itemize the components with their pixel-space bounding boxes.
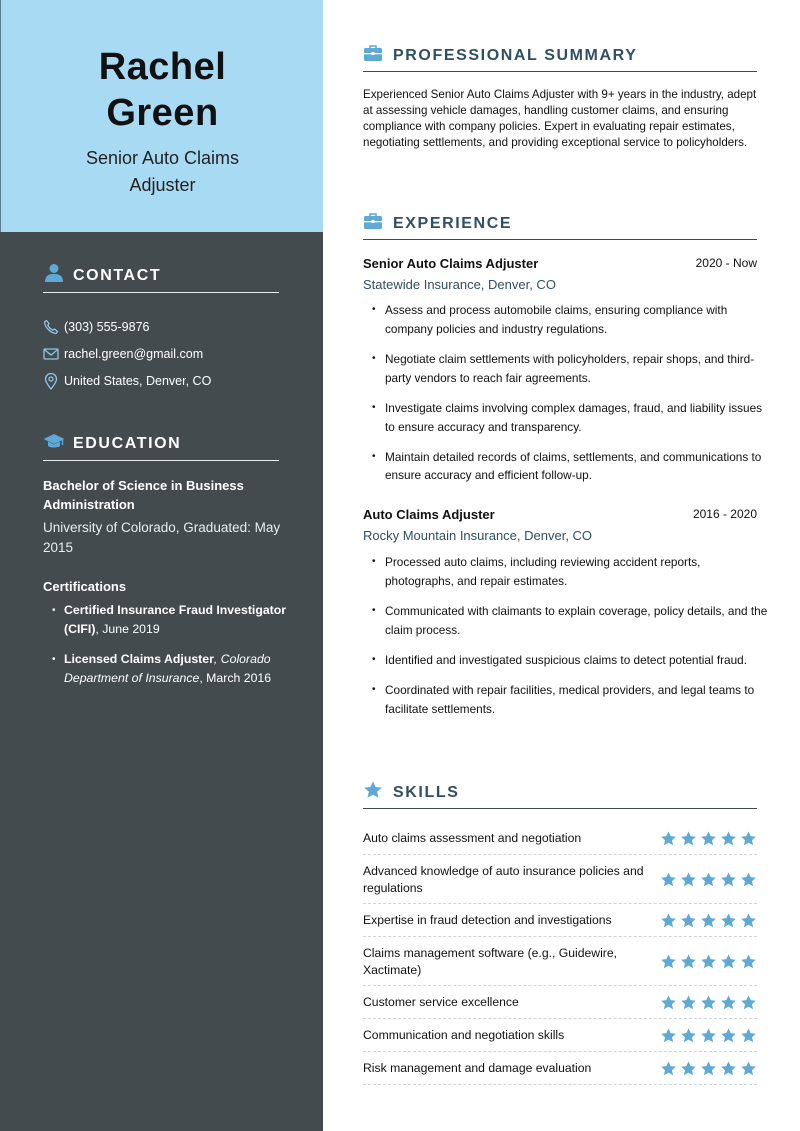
- experience-title: EXPERIENCE: [393, 215, 513, 232]
- skill-rating: [660, 994, 757, 1011]
- rating-star-icon: [680, 912, 697, 929]
- skill-row: [363, 937, 757, 986]
- skill-name: Advanced knowledge of auto insurance policies and regulations: [363, 864, 644, 895]
- summary-title: PROFESSIONAL SUMMARY: [393, 47, 638, 64]
- star-icon: [363, 781, 383, 799]
- rating-star-icon: [700, 912, 717, 929]
- skills-heading: [363, 781, 757, 809]
- job-company: Statewide Insurance, Denver, CO: [363, 277, 556, 292]
- job-dates: 2020 - Now: [695, 256, 757, 270]
- job-bullets: [363, 553, 769, 730]
- rating-star-icon: [700, 830, 717, 847]
- rating-star-icon: [660, 871, 677, 888]
- rating-star-icon: [700, 1060, 717, 1077]
- user-icon: [43, 263, 65, 283]
- rating-star-icon: [740, 830, 757, 847]
- school: University of Colorado, Graduated: May 2015: [43, 520, 281, 555]
- rating-star-icon: [740, 912, 757, 929]
- skill-row: [363, 1019, 757, 1052]
- job-bullets: [363, 301, 769, 497]
- rating-star-icon: [720, 1060, 737, 1077]
- skill-name: Auto claims assessment and negotiation: [363, 831, 582, 846]
- summary-heading: [363, 44, 757, 72]
- rating-star-icon: [720, 994, 737, 1011]
- skill-rating: [660, 1060, 757, 1077]
- rating-star-icon: [700, 871, 717, 888]
- job-bullet: • Identified and investigated suspicious claims to detect potential fraud.: [363, 651, 769, 670]
- rating-star-icon: [660, 1060, 677, 1077]
- rating-star-icon: [660, 912, 677, 929]
- location-text: United States, Denver, CO: [64, 374, 212, 388]
- contact-heading: [43, 263, 279, 293]
- rating-star-icon: [660, 830, 677, 847]
- certification-item: [43, 650, 288, 688]
- certification-date: , March 2016: [199, 671, 272, 685]
- rating-star-icon: [680, 953, 697, 970]
- skill-name: Communication and negotiation skills: [363, 1028, 565, 1043]
- skills-title: SKILLS: [393, 784, 460, 801]
- rating-star-icon: [740, 994, 757, 1011]
- skill-name: Risk management and damage evaluation: [363, 1061, 592, 1076]
- job-dates: 2016 - 2020: [692, 507, 757, 521]
- name-header: [0, 0, 323, 232]
- skill-rating: [660, 953, 757, 970]
- rating-star-icon: [720, 1027, 737, 1044]
- rating-star-icon: [660, 1027, 677, 1044]
- name-line-2: Green: [106, 92, 219, 134]
- job-bullet: • Maintain detailed records of claims, settlements, and communications to ensure accuracy and efficient follow-up.: [363, 448, 769, 485]
- phone-icon: [43, 319, 59, 335]
- rating-star-icon: [740, 953, 757, 970]
- rating-star-icon: [660, 953, 677, 970]
- skill-rating: [660, 830, 757, 847]
- briefcase-icon: [363, 44, 383, 62]
- job-bullet: • Investigate claims involving complex damages, fraud, and liability issues to ensure accuracy and transparency.: [363, 399, 769, 436]
- skill-row: [363, 904, 757, 937]
- candidate-role: [1, 145, 324, 199]
- rating-star-icon: [700, 994, 717, 1011]
- certification-name: Certified Insurance Fraud Investigator (CIFI): [64, 603, 287, 636]
- certifications-list: [43, 601, 288, 699]
- certification-name: Licensed Claims Adjuster: [64, 652, 214, 666]
- job-bullet: • Negotiate claim settlements with policyholders, repair shops, and third-party vendors to reach fair agreements.: [363, 350, 769, 387]
- candidate-name: [1, 44, 324, 136]
- contact-title: CONTACT: [73, 267, 162, 284]
- email-text[interactable]: rachel.green@gmail.com: [64, 347, 204, 361]
- experience-heading: [363, 212, 757, 240]
- briefcase-icon: [363, 212, 383, 230]
- rating-star-icon: [680, 994, 697, 1011]
- envelope-icon: [43, 346, 59, 362]
- rating-star-icon: [720, 830, 737, 847]
- phone-text[interactable]: (303) 555-9876: [64, 320, 150, 334]
- skill-rating: [660, 912, 757, 929]
- job-bullet: • Assess and process automobile claims, ensuring compliance with company policies and industry regulations.: [363, 301, 769, 338]
- job-company: Rocky Mountain Insurance, Denver, CO: [363, 528, 593, 543]
- skill-name: Claims management software (e.g., Guidewire, Xactimate): [363, 946, 618, 977]
- skill-row: [363, 855, 757, 904]
- rating-star-icon: [700, 953, 717, 970]
- skill-rating: [660, 871, 757, 888]
- rating-star-icon: [680, 1060, 697, 1077]
- skill-rating: [660, 1027, 757, 1044]
- degree: Bachelor of Science in Business Administration: [43, 478, 244, 512]
- certification-issuer: , Colorado Department of Insurance: [64, 652, 271, 685]
- skill-row: [363, 986, 757, 1019]
- rating-star-icon: [680, 1027, 697, 1044]
- certification-item: [43, 601, 288, 639]
- certifications-title: Certifications: [43, 579, 127, 594]
- skill-row: [363, 822, 757, 855]
- skill-name: Customer service excellence: [363, 995, 519, 1010]
- rating-star-icon: [680, 830, 697, 847]
- certification-date: , June 2019: [95, 622, 160, 636]
- summary-text: Experienced Senior Auto Claims Adjuster with 9+ years in the industry, adept at assessing vehicle damages, handling customer claims, and ensuring compliance with company policies. Expert in evaluating repair estimates, negotiating settlements, and providing exceptional service to policyholders.: [363, 88, 757, 149]
- role-line-1: Senior Auto Claims: [85, 148, 240, 168]
- rating-star-icon: [720, 871, 737, 888]
- rating-star-icon: [700, 1027, 717, 1044]
- education-title: EDUCATION: [73, 435, 182, 452]
- rating-star-icon: [680, 871, 697, 888]
- rating-star-icon: [720, 953, 737, 970]
- job-title: Senior Auto Claims Adjuster: [363, 256, 539, 271]
- skill-row: [363, 1052, 757, 1085]
- name-line-1: Rachel: [98, 46, 227, 88]
- job-bullet: • Coordinated with repair facilities, medical providers, and legal teams to facilitate settlements.: [363, 681, 769, 718]
- rating-star-icon: [660, 994, 677, 1011]
- skill-name: Expertise in fraud detection and investigations: [363, 913, 612, 928]
- skills-list: [363, 822, 757, 1085]
- job-title: Auto Claims Adjuster: [363, 507, 495, 522]
- map-pin-icon: [43, 373, 59, 390]
- rating-star-icon: [720, 912, 737, 929]
- role-line-2: Adjuster: [129, 175, 196, 195]
- job-bullet: • Communicated with claimants to explain coverage, policy details, and the claim process.: [363, 602, 769, 639]
- graduation-cap-icon: [43, 431, 65, 451]
- rating-star-icon: [740, 871, 757, 888]
- rating-star-icon: [740, 1060, 757, 1077]
- job-bullet: • Processed auto claims, including reviewing accident reports, photographs, and repair estimates.: [363, 553, 769, 590]
- education-heading: [43, 431, 279, 461]
- rating-star-icon: [740, 1027, 757, 1044]
